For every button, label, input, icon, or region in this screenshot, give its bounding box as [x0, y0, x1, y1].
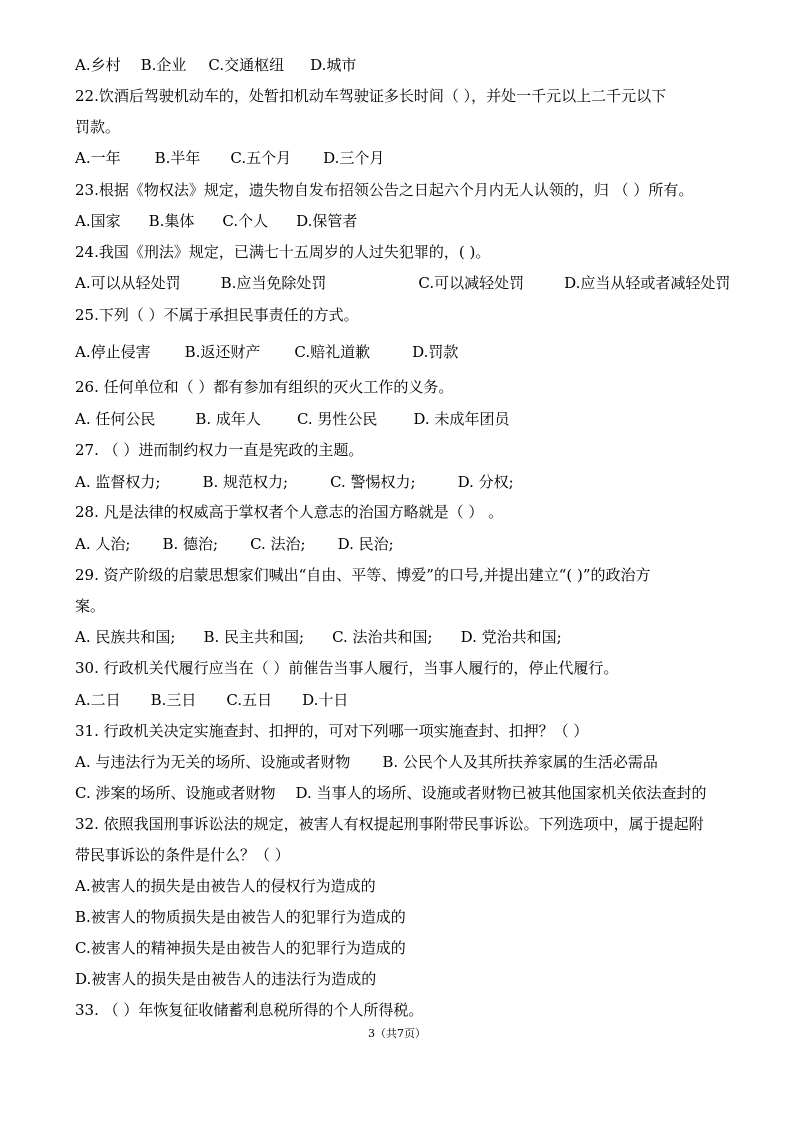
option-a: A. 与违法行为无关的场所、设施或者财物: [75, 753, 351, 771]
page-footer: 3（共7页）: [368, 1027, 426, 1040]
options-line: [75, 55, 356, 75]
option-c: C. 法治;: [250, 535, 306, 553]
option-a: A. 民族共和国;: [75, 628, 176, 646]
option-a: A.乡村: [75, 56, 121, 74]
option-a: A. 监督权力;: [75, 473, 161, 491]
option-a: A.国家: [75, 212, 121, 230]
options-line: [75, 472, 514, 492]
option-d: D. 未成年团员: [413, 410, 510, 428]
question-line: D.被害人的损失是由被告人的违法行为造成的: [75, 970, 377, 988]
options-line: [75, 409, 509, 429]
option-c: C.个人: [222, 212, 269, 230]
option-d: D.城市: [310, 56, 357, 74]
question-line: 28. 凡是法律的权威高于掌权者个人意志的治国方略就是（ ） 。: [75, 503, 504, 521]
option-b: B. 成年人: [195, 410, 261, 428]
option-c: C. 法治共和国;: [332, 628, 433, 646]
question-line: 29. 资产阶级的启蒙思想家们喊出“自由、平等、博爱”的口号,并提出建立“( )”的政治方: [75, 566, 651, 584]
options-line: [75, 148, 384, 168]
question-line: B.被害人的物质损失是由被告人的犯罪行为造成的: [75, 908, 406, 926]
option-b: B.应当免除处罚: [220, 274, 327, 292]
question-line: 23.根据《物权法》规定，遗失物自发布招领公告之日起六个月内无人认领的，归 （ ）所有。: [75, 181, 694, 199]
option-b: B.半年: [154, 149, 201, 167]
option-a: A.停止侵害: [75, 343, 151, 361]
option-a: C. 涉案的场所、设施或者财物: [75, 784, 276, 802]
option-c: C.赔礼道歉: [294, 343, 371, 361]
option-b: B.返还财产: [184, 343, 261, 361]
option-d: D.三个月: [323, 149, 385, 167]
question-line: 22.饮酒后驾驶机动车的，处暂扣机动车驾驶证多长时间（ ），并处一千元以上二千元以下: [75, 87, 667, 105]
option-d: D.保管者: [296, 212, 358, 230]
question-line: 25.下列（ ）不属于承担民事责任的方式。: [75, 306, 359, 324]
options-line: [75, 211, 357, 231]
options-line: [75, 273, 730, 293]
question-line: A.被害人的损失是由被告人的侵权行为造成的: [75, 877, 376, 895]
option-a: A.一年: [75, 149, 121, 167]
option-b: B. 民主共和国;: [203, 628, 305, 646]
options-line: [75, 534, 394, 554]
option-d: D.十日: [302, 691, 349, 709]
question-line: 30. 行政机关代履行应当在（ ）前催告当事人履行，当事人履行的，停止代履行。: [75, 659, 619, 677]
question-line: 案。: [75, 597, 106, 615]
options-line: [75, 627, 562, 647]
option-c: C. 男性公民: [296, 410, 378, 428]
options-line: [75, 342, 458, 362]
option-b: B.集体: [148, 212, 195, 230]
option-b: B. 德治;: [162, 535, 219, 553]
option-c: C.可以减轻处罚: [418, 274, 525, 292]
question-line: 32. 依照我国刑事诉讼法的规定，被害人有权提起刑事附带民事诉讼。下列选项中，属于提起附: [75, 815, 704, 833]
option-b: B. 规范权力;: [202, 473, 289, 491]
option-d: D.罚款: [412, 343, 459, 361]
question-line: C.被害人的精神损失是由被告人的犯罪行为造成的: [75, 939, 406, 957]
question-line: 罚款。: [75, 118, 121, 136]
option-b: D. 当事人的场所、设施或者财物已被其他国家机关依法查封的: [295, 784, 707, 802]
option-b: B.三日: [150, 691, 197, 709]
option-a: A.二日: [75, 691, 121, 709]
option-a: A. 人治;: [75, 535, 131, 553]
option-c: C. 警惕权力;: [330, 473, 416, 491]
options-line: [75, 690, 348, 710]
option-d: D.应当从轻或者减轻处罚: [564, 274, 731, 292]
options-line: [75, 783, 707, 803]
question-line: 27. （ ）进而制约权力一直是宪政的主题。: [75, 441, 364, 459]
option-a: A.可以从轻处罚: [75, 274, 181, 292]
option-c: C.五日: [226, 691, 273, 709]
option-b: B. 公民个人及其所扶养家属的生活必需品: [382, 753, 658, 771]
option-d: D. 分权;: [457, 473, 514, 491]
option-b: B.企业: [140, 56, 187, 74]
option-d: D. 党治共和国;: [460, 628, 562, 646]
question-line: 26. 任何单位和（ ）都有参加有组织的灭火工作的义务。: [75, 378, 454, 396]
option-c: C.五个月: [230, 149, 292, 167]
options-line: [75, 752, 658, 772]
question-line: 31. 行政机关决定实施查封、扣押的，可对下列哪一项实施查封、扣押？（ ）: [75, 722, 589, 740]
option-a: A. 任何公民: [75, 410, 156, 428]
option-c: C.交通枢纽: [208, 56, 285, 74]
question-line: 带民事诉讼的条件是什么？（ ）: [75, 846, 290, 864]
question-line: 24.我国《刑法》规定，已满七十五周岁的人过失犯罪的，( )。: [75, 243, 491, 261]
option-d: D. 民治;: [337, 535, 394, 553]
question-line: 33. （ ）年恢复征收储蓄利息税所得的个人所得税。: [75, 1001, 424, 1019]
